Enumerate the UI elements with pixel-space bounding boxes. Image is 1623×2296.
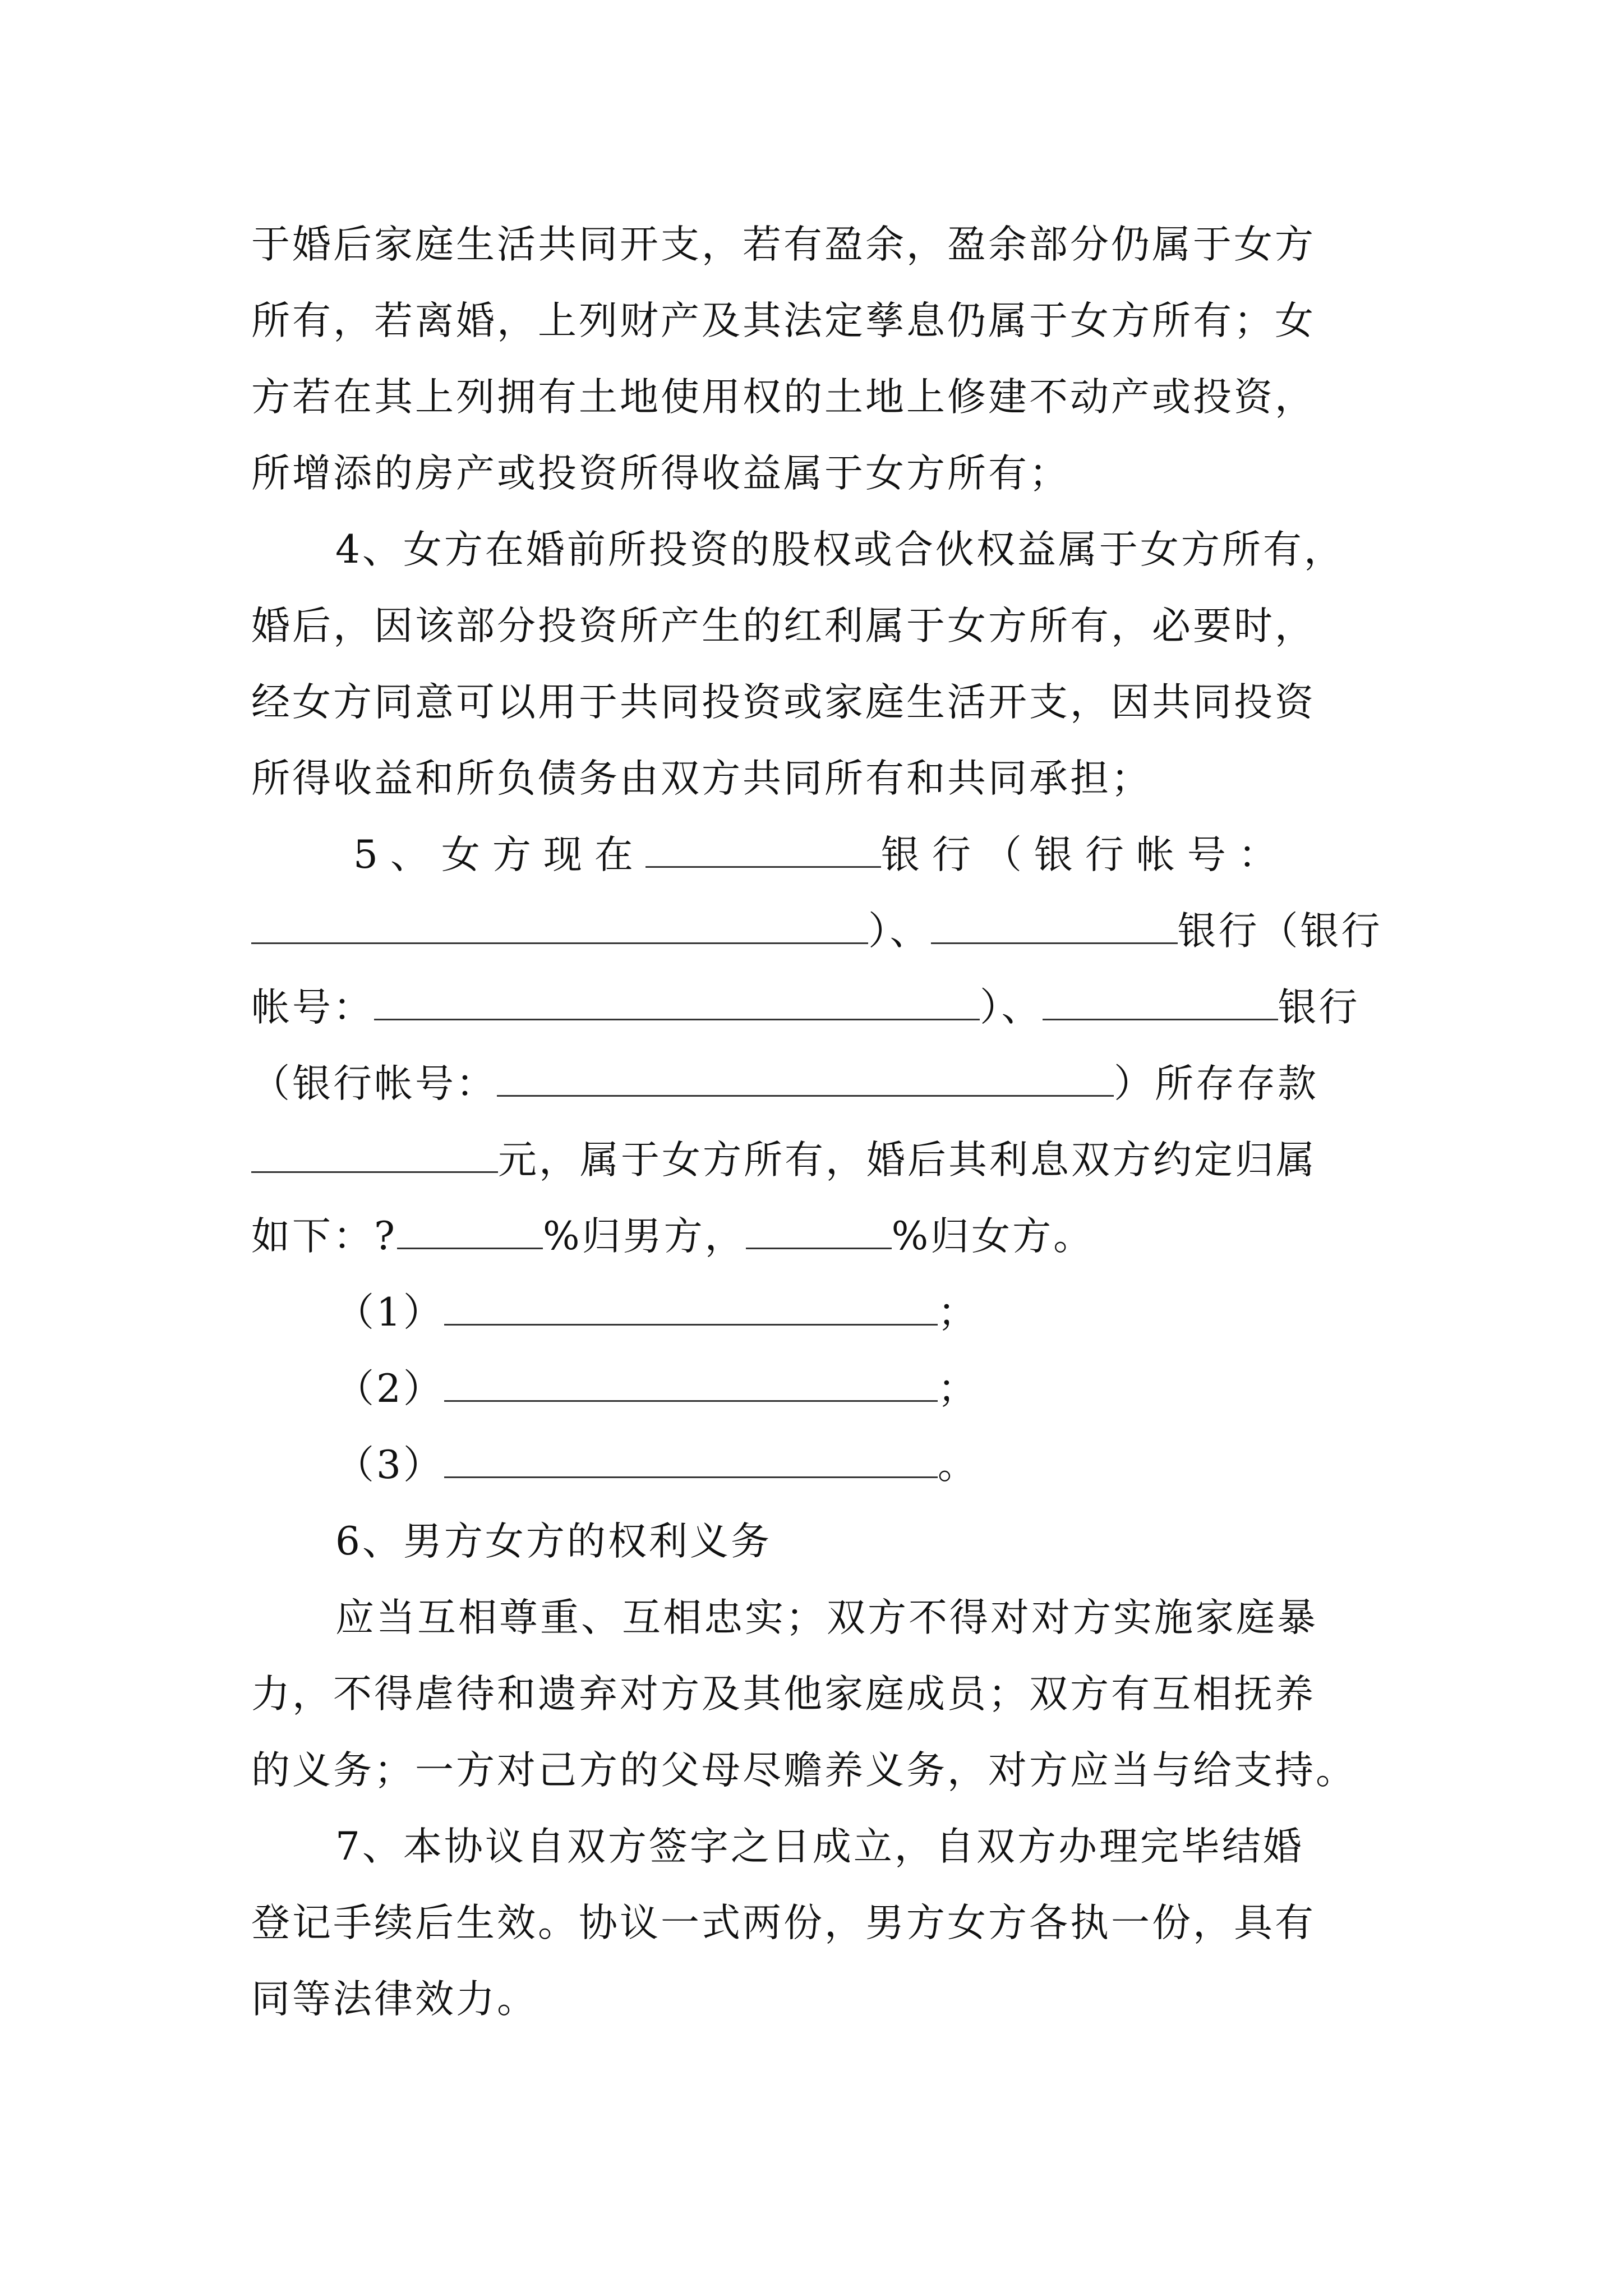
text-line: 经女方同意可以用于共同投资或家庭生活开支，因共同投资 [251,680,1316,725]
text-line: 4、女方在婚前所投资的股权或合伙权益属于女方所有， [335,527,1345,572]
text-run: %归女方。 [891,1214,1095,1259]
text-line: 的义务；一方对己方的父母尽赡养义务，对方应当与给支持。 [251,1748,1357,1793]
list-item [335,1437,979,1493]
text-line: 于婚后家庭生活共同开支，若有盈余，盈余部分仍属于女方 [251,222,1316,267]
text-line [251,979,1360,1036]
list-item-label: （1） [335,1290,444,1335]
fill-blank-percent-male [397,1216,543,1249]
section-heading: 6、男方女方的权利义务 [335,1519,772,1564]
text-run: 银行 [1278,985,1360,1030]
text-line [251,903,1382,959]
text-run: 元，属于女方所有，婚后其利息双方约定归属 [498,1138,1317,1182]
text-line [353,827,1289,883]
text-run: 银行（银行 [1177,909,1382,954]
text-line: 同等法律效力。 [251,1977,538,2022]
fill-blank-percent-female [746,1216,892,1249]
text-line: 所得收益和所负债务由双方共同所有和共同承担； [251,756,1152,801]
fill-blank-item [444,1369,938,1402]
fill-blank-item [444,1292,938,1326]
text-line [251,1132,1317,1188]
list-item [335,1361,979,1417]
text-run: ； [937,1366,979,1411]
text-line: 力，不得虐待和遗弃对方及其他家庭成员；双方有互相抚养 [251,1672,1316,1717]
text-run: ）、 [980,985,1043,1030]
fill-blank-bank-name [645,835,881,868]
text-run: ）所存存款 [1114,1061,1318,1106]
list-item-label: （2） [335,1366,444,1411]
text-run: 银行（银行帐号： [880,832,1289,877]
text-run: （银行帐号： [251,1061,497,1106]
fill-blank-account-number [497,1064,1114,1097]
text-line [251,1208,1094,1264]
text-line: 应当互相尊重、互相忠实；双方不得对对方实施家庭暴 [335,1595,1318,1640]
fill-blank-account-number [251,911,868,944]
fill-blank-bank-name [931,911,1178,944]
text-line: 登记手续后生效。协议一式两份，男方女方各执一份，具有 [251,1901,1316,1945]
fill-blank-item [444,1445,938,1478]
fill-blank-account-number [374,987,980,1020]
text-run: 。 [937,1443,979,1488]
text-run: ）、 [868,909,931,954]
text-line: 所有，若离婚，上列财产及其法定孳息仍属于女方所有；女 [251,298,1316,343]
text-line [251,1056,1318,1112]
fill-blank-amount [251,1140,498,1173]
text-run: 5、女方现在 [353,832,645,877]
text-line: 7、本协议自双方签字之日成立，自双方办理完毕结婚 [335,1824,1304,1869]
text-run: ； [937,1290,979,1335]
text-run: 如下：? [251,1214,397,1259]
list-item [335,1285,979,1341]
text-run: 帐号： [251,985,374,1030]
text-line: 所增添的房产或投资所得收益属于女方所有； [251,451,1070,496]
fill-blank-bank-name [1043,987,1278,1020]
list-item-label: （3） [335,1443,444,1488]
text-line: 婚后，因该部分投资所产生的红利属于女方所有，必要时， [251,604,1316,648]
text-run: %归男方， [543,1214,746,1259]
text-line: 方若在其上列拥有土地使用权的土地上修建不动产或投资， [251,375,1316,420]
